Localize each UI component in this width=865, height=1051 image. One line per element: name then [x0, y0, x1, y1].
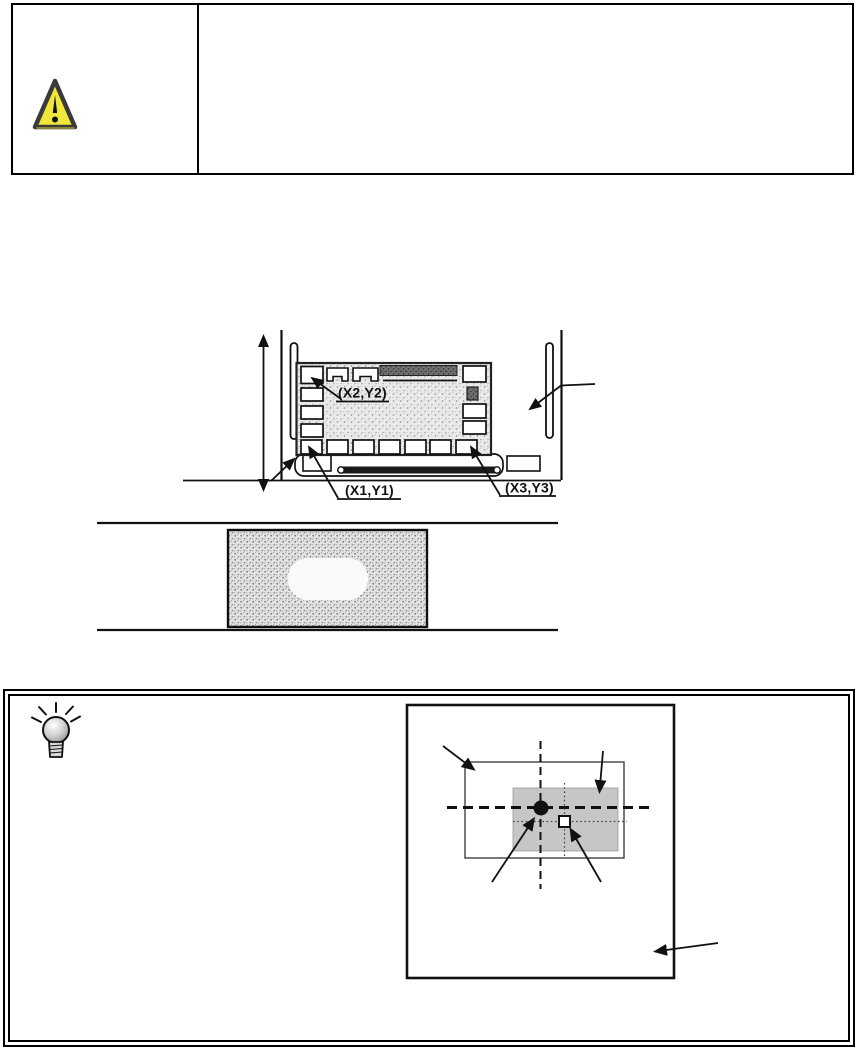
- tip-box: [3, 689, 855, 1047]
- caution-icon-cell: [13, 5, 199, 173]
- caution-table: [11, 3, 854, 175]
- caution-text-cell: [199, 5, 852, 173]
- rod-end-right: [494, 467, 500, 473]
- label-x3y3: (X3,Y3): [505, 479, 554, 496]
- pad-row-bottom: [301, 440, 477, 454]
- dark-component-small: [467, 387, 478, 400]
- label-x2y2: (X2,Y2): [338, 384, 387, 401]
- board-position-figure: [85, 320, 660, 665]
- left-clamp: [303, 455, 331, 471]
- tip-box-content: [10, 696, 848, 1040]
- lower-conveyor-view: [97, 523, 558, 630]
- mark-center-dot: [534, 801, 549, 816]
- fiducial-pad-x2y2: [301, 367, 323, 384]
- detected-point-square: [559, 816, 570, 827]
- lightbulb-icon: [32, 703, 80, 757]
- pcb-board: [297, 363, 492, 455]
- warning-triangle-icon: [31, 76, 79, 136]
- rod-end-left: [338, 467, 344, 473]
- board-highlight-area: [288, 558, 368, 600]
- conveyor-rod: [337, 467, 500, 474]
- right-clamp: [507, 456, 540, 471]
- dark-component-band: [380, 366, 457, 376]
- right-rail: [546, 343, 553, 438]
- label-x1y1: (X1,Y1): [345, 482, 394, 498]
- pad-column-left: [301, 367, 323, 438]
- fov-diagram: [407, 705, 718, 978]
